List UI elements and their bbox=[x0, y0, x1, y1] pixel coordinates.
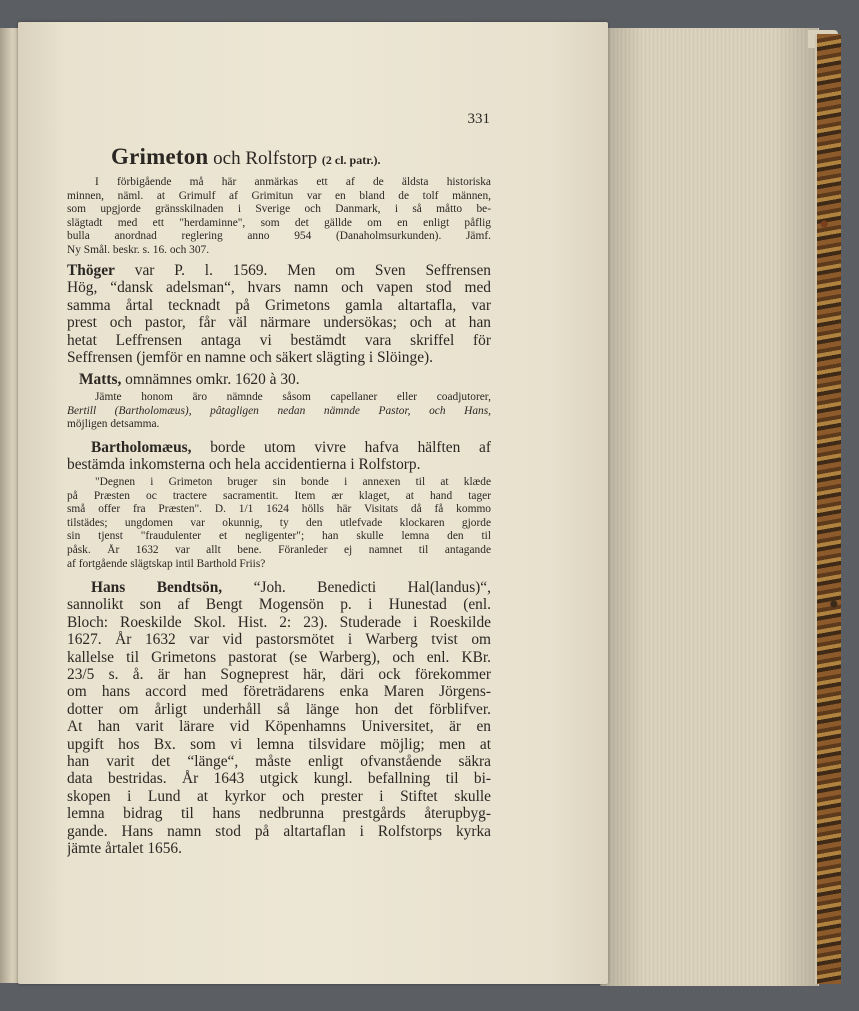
thoger-line: Hög, “dansk adelsman“, hvars namn och vapen stod med bbox=[67, 279, 491, 297]
intro-line: slägtadt med ett "herdaminne", som det gällde om en enligt påflig bbox=[67, 216, 491, 229]
bartholomaeus-note-line: af fortgående slägtskap intil Barthold Friis? bbox=[67, 557, 266, 570]
thoger-line: samma årtal tecknadt på Grimetons gamla altartafla, var bbox=[67, 296, 491, 314]
bartholomaeus-note-line: små offer fra Præsten". D. 1/1 1624 hölls här Visitats då få kommo bbox=[67, 503, 491, 516]
hans-line: gande. Hans namn stod på altartaflan i Rolfstorps kyrka bbox=[67, 822, 491, 840]
hans-line: dotter om årligt underhåll så länge hon det förblifver. bbox=[67, 700, 491, 718]
hans-line: Bloch: Roeskilde Skol. Hist. 2: 23). Studerade i Roeskilde bbox=[67, 613, 491, 631]
matts-note-line: Jämte honom äro nämnde såsom capellaner eller coadjutorer, bbox=[95, 391, 491, 403]
hans-line: kallelse til Grimetons pastorat (se Warberg), och enl. KBr. bbox=[67, 648, 491, 666]
bartholomaeus-note-line: påsk. År 1632 var allt bene. Föranleder ej namnet til antagande bbox=[67, 543, 491, 556]
page-number: 331 bbox=[467, 111, 490, 127]
hans-line: han varit det “länge“, måste enligt ofvanstående säkra bbox=[67, 753, 491, 771]
hans-line: “Joh. Benedicti Hal(landus)“, bbox=[222, 579, 491, 596]
intro-line: bulla anordnad reglering anno 954 (Danaholmsurkunden). Jämf. bbox=[67, 230, 491, 243]
bartholomaeus-name: Bartholomæus, bbox=[91, 439, 192, 456]
matts-text: omnämnes omkr. 1620 à 30. bbox=[121, 371, 300, 388]
intro-line: som upgjorde gränsskilnaden i Sverige och Danmark, i så måtto be- bbox=[67, 203, 491, 216]
thoger-line: prest och pastor, får väl närmare undersökas; och at han bbox=[67, 314, 491, 332]
heading-suffix: (2 cl. patr.). bbox=[321, 153, 381, 167]
hans-line: data bestridas. År 1643 utgick kungl. befallning til bi- bbox=[67, 770, 491, 788]
page-block-shading bbox=[600, 28, 818, 986]
bartholomaeus-note bbox=[67, 476, 491, 571]
hans-line: lemna bidrag til hans nedbrunna prestgårds återupbyg- bbox=[67, 805, 491, 823]
thoger-line: hetat Leffrensen antaga vi bestämdt vara skriffel för bbox=[67, 331, 491, 349]
hans-line: sannolikt son af Bengt Mogensön p. i Hunestad (enl. bbox=[67, 596, 491, 614]
heading-rest: och Rolfstorp bbox=[208, 148, 322, 169]
hans-line: skopen i Lund at kyrkor och prester i Stiftet skulle bbox=[67, 787, 491, 805]
matts-note-line: möjligen detsamma. bbox=[67, 418, 160, 431]
bartholomaeus-note-line: på Præsten oc tractere sacramentit. Item ær klaget, at hand tager bbox=[67, 489, 491, 502]
book-page bbox=[18, 22, 608, 984]
hans-line: om hans accord med företrädarens enka Maren Jörgens- bbox=[67, 683, 491, 701]
hans-line: upgift hos Bx. som vi lemna tilsvidare möjlig; men at bbox=[67, 735, 491, 753]
bartholomaeus-note-line: tilstädes; ungdomen var okunnig, ty den utlefvade klockaren gjorde bbox=[67, 516, 491, 529]
hans-name: Hans Bendtsön, bbox=[91, 579, 223, 596]
thoger-name: Thöger bbox=[67, 262, 115, 279]
heading-main: Grimeton bbox=[111, 144, 209, 169]
intro-line: minnen, näml. at Grimulf af Grimitun var en bland de tolf männen, bbox=[67, 189, 491, 202]
bartholomaeus-note-line: sin tjenst "fraudulenter et negligenter"; han skulle lemna den til bbox=[67, 530, 491, 543]
intro-paragraph bbox=[67, 176, 491, 258]
bartholomaeus-note-line: "Degnen i Grimeton bruger sin bonde i annexen til at klæde bbox=[95, 476, 491, 488]
hans-paragraph bbox=[67, 579, 491, 858]
matts-note-line: Bertill (Bartholomæus), pâtagligen nedan nämnde Pastor, och Hans, bbox=[67, 404, 491, 417]
page-heading bbox=[111, 144, 380, 170]
marbled-cover-edge bbox=[815, 34, 841, 984]
bartholomaeus-line: bestämda inkomsterna och hela accidentierna i Rolfstorp. bbox=[67, 456, 421, 474]
matts-paragraph bbox=[67, 371, 491, 388]
bartholomaeus-paragraph bbox=[67, 439, 491, 474]
thoger-line: var P. l. 1569. Men om Sven Seffrensen bbox=[114, 262, 491, 279]
hans-line: 23/5 s. å. är han Sogneprest här, däri ock förekommer bbox=[67, 666, 491, 684]
hans-line: 1627. År 1632 var vid pastorsmötet i Warberg tvist om bbox=[67, 631, 491, 649]
matts-note bbox=[67, 391, 491, 432]
matts-name: Matts, bbox=[79, 371, 122, 388]
intro-line: I förbigående må här anmärkas ett af de äldsta historiska bbox=[95, 176, 491, 188]
hans-line: At han varit lärare vid Köpenhamns Universitet, är en bbox=[67, 718, 491, 736]
hans-line: jämte årtalet 1656. bbox=[67, 840, 182, 858]
intro-line: Ny Smål. beskr. s. 16. och 307. bbox=[67, 243, 210, 256]
thoger-paragraph bbox=[67, 262, 491, 366]
thoger-line: Seffrensen (jemför en namne och säkert slägting i Slöinge). bbox=[67, 349, 433, 367]
bartholomaeus-line: borde utom vivre hafva hälften af bbox=[191, 439, 491, 456]
